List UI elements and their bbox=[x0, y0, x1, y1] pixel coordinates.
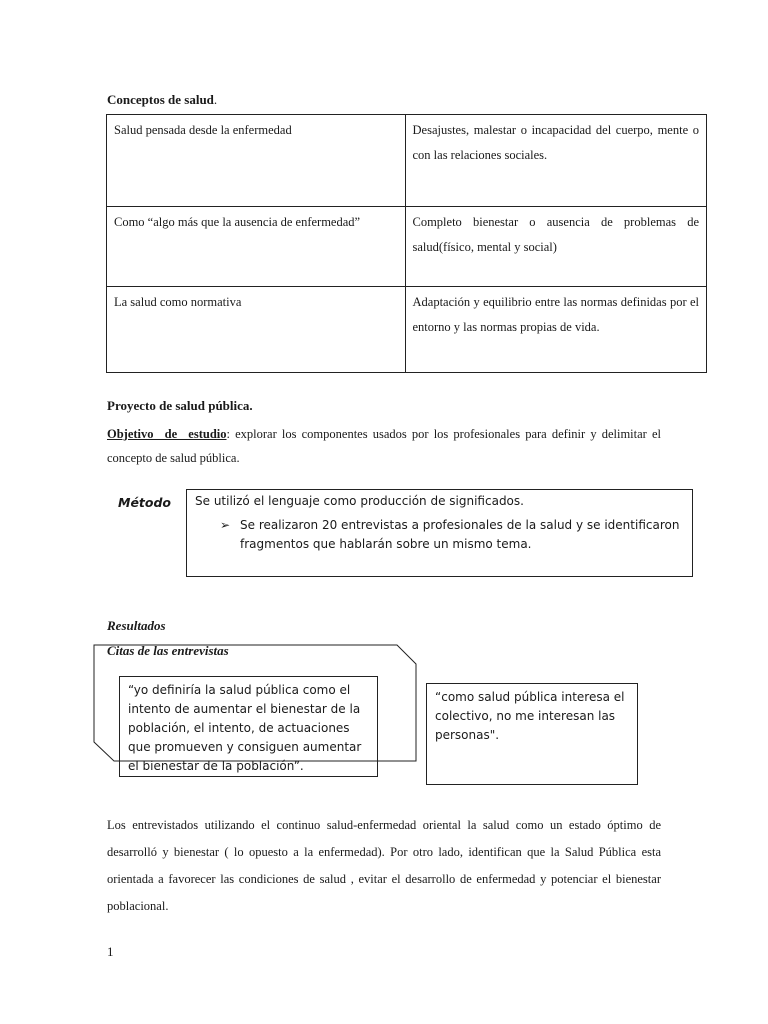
concept-cell: Como “algo más que la ausencia de enfermedad” bbox=[107, 207, 406, 287]
objective-label: Objetivo de estudio bbox=[107, 427, 227, 441]
table-row bbox=[107, 287, 707, 373]
objective-text: : explorar los componentes usados por los profesionales para definir y delimitar el concepto de salud pública. bbox=[107, 427, 661, 465]
section-title-proyecto: Proyecto de salud pública. bbox=[107, 398, 253, 413]
conclusion-paragraph: Los entrevistados utilizando el continuo salud-enfermedad oriental la salud como un estado óptimo de desarrolló y bienestar ( lo opuesto a la enfermedad). Por otro lado, identifican que la Salud Pública esta orientada a favorecer las condiciones de salud , evitar el desarrollo de enfermedad y potenciar el bienestar poblacional. bbox=[107, 818, 661, 913]
concepts-table bbox=[106, 114, 707, 373]
section-title-citas: Citas de las entrevistas bbox=[107, 643, 229, 658]
description-cell: Desajustes, malestar o incapacidad del cuerpo, mente o con las relaciones sociales. bbox=[405, 115, 707, 207]
section-title-conceptos bbox=[107, 92, 217, 108]
description-cell: Completo bienestar o ausencia de problemas de salud(físico, mental y social) bbox=[405, 207, 707, 287]
concept-cell: Salud pensada desde la enfermedad bbox=[107, 115, 406, 207]
concept-cell: La salud como normativa bbox=[107, 287, 406, 373]
metodo-label: Método bbox=[118, 495, 172, 510]
table-row bbox=[107, 115, 707, 207]
section-title-resultados: Resultados bbox=[107, 618, 166, 633]
table-row bbox=[107, 207, 707, 287]
metodo-line: Se utilizó el lenguaje como producción de significados. bbox=[195, 494, 524, 508]
quote-box-2: “como salud pública interesa el colectivo, no me interesan las personas". bbox=[426, 683, 638, 785]
arrowhead-bullet-icon: ➢ bbox=[220, 518, 231, 532]
objective-paragraph bbox=[107, 422, 661, 470]
description-cell: Adaptación y equilibrio entre las normas definidas por el entorno y las normas propias de vida. bbox=[405, 287, 707, 373]
section-title-punct: . bbox=[213, 92, 218, 107]
section-title-text: Conceptos de salud bbox=[107, 92, 214, 107]
metodo-bullet bbox=[195, 516, 684, 554]
metodo-bullet-text: Se realizaron 20 entrevistas a profesionales de la salud y se identificaron fragmentos que hablarán sobre un mismo tema. bbox=[240, 518, 680, 551]
page-number: 1 bbox=[107, 944, 114, 959]
metodo-box bbox=[186, 489, 693, 577]
quote-box-1: “yo definiría la salud pública como el intento de aumentar el bienestar de la población, el intento, de actuaciones que promueven y consiguen aumentar el bienestar de la población”. bbox=[119, 676, 378, 777]
